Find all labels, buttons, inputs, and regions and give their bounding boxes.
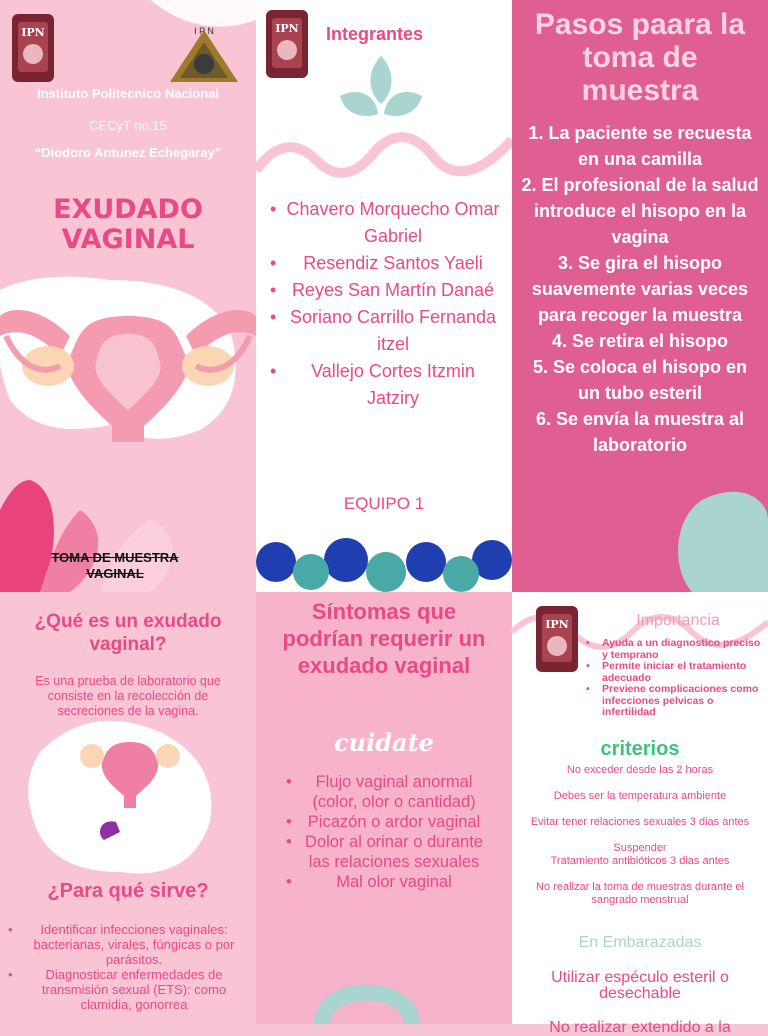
member-item: • Vallejo Cortes Itzmin Jatziry [270, 358, 500, 412]
criteria-item: Debes ser la temperatura ambiente [553, 790, 727, 802]
purpose-item: • Identificar infecciones vaginales: bacterianas, virales, fúngicas o por parásitos. [8, 922, 244, 967]
svg-text:IPN: IPN [545, 618, 569, 631]
importance-heading: Importancia [636, 612, 720, 629]
criteria-heading: criterios [600, 738, 680, 760]
flowers-decoration [256, 522, 512, 592]
step-item: 3. Se gira el hisopo suavemente varias veces para recoger la muestra [531, 253, 749, 325]
member-item: • Reyes San Martín Danaé [270, 277, 500, 304]
criteria-list [512, 764, 768, 907]
question-purpose: ¿Para qué sirve? [47, 880, 209, 902]
symptom-item: • Flujo vaginal anormal (color, olor o cantidad) [286, 772, 486, 812]
panel-cover [0, 0, 256, 592]
criteria-item: Evitar tener relaciones sexuales 3 dias antes [530, 816, 750, 828]
leaf-icon [336, 52, 426, 124]
member-item: • Soriano Carrillo Fernanda itzel [270, 304, 500, 358]
purpose-list [8, 922, 244, 1012]
step-item: 2. El profesional de la salud introduce el hisopo en la vagina [521, 175, 759, 247]
member-item: • Chavero Morquecho Omar Gabriel [270, 196, 500, 250]
members-heading: Integrantes [326, 24, 424, 44]
flower-uterus-illustration [70, 722, 190, 842]
importance-list [586, 638, 766, 719]
steps-list [520, 120, 760, 458]
symptom-item: • Mal olor vaginal [286, 872, 486, 892]
school-number: CECyT no.15 [89, 118, 167, 133]
ipn-logo [10, 12, 56, 84]
symptoms-list [286, 772, 486, 892]
step-item: 5. Se coloca el hisopo en un tubo esteril [532, 357, 748, 403]
ipn-logo-3 [534, 604, 580, 674]
pregnant-item: No realizar extendido a la [549, 1019, 731, 1036]
ring-decoration [312, 972, 422, 1024]
pregnant-list [522, 970, 758, 1036]
institution-name: Instituto Politecnico Nacional [36, 86, 220, 101]
criteria-item: No realizar la toma de muestras durante el sangrado menstrual [536, 881, 744, 906]
answer-what-is: Es una prueba de laboratorio que consiste en la recolección de secreciones de la vagina. [35, 674, 221, 718]
cover-caption: TOMA DE MUESTRA VAGINAL [51, 550, 179, 581]
team-label: EQUIPO 1 [343, 494, 425, 513]
cecyt-logo [168, 24, 240, 86]
importance-item: • Ayuda a un diagnostico preciso y temprano [586, 638, 766, 661]
symptoms-heading: Síntomas que podrían requerir un exudado vaginal [282, 599, 486, 678]
members-list [270, 196, 500, 412]
step-item: 1. La paciente se recuesta en una camilla [528, 123, 752, 169]
svg-text:I P N: I P N [194, 26, 214, 36]
wave-decoration [256, 120, 512, 190]
panel-steps [512, 0, 768, 592]
school-name: “Diodoro Antunez Echegaray” [34, 145, 222, 160]
steps-heading: Pasos paara la toma de muestra [534, 8, 746, 107]
criteria-item: No exceder desde las 2 horas [566, 764, 714, 776]
pregnant-item: Utilizar espéculo esteril o desechable [551, 969, 729, 1002]
panel-what-is [0, 592, 256, 1024]
pregnant-heading: En Embarazadas [578, 934, 702, 951]
member-item: • Resendiz Santos Yaeli [270, 250, 500, 277]
criteria-item: Suspender Tratamiento antibióticos 3 dias antes [550, 842, 730, 867]
symptom-item: • Dolor al orinar o durante las relaciones sexuales [286, 832, 486, 872]
symptom-item: • Picazón o ardor vaginal [286, 812, 486, 832]
purpose-item: • Diagnosticar enfermedades de transmisión sexual (ETS): como clamidia, gonorrea [8, 967, 244, 1012]
importance-item: • Previene complicaciones como infecciones pelvicas o infertilidad [586, 684, 766, 719]
uterus-illustration [0, 296, 256, 446]
panel-symptoms [256, 592, 512, 1024]
step-item: 4. Se retira el hisopo [551, 331, 729, 351]
symptoms-subheading: cuidate [334, 728, 434, 757]
step-item: 6. Se envía la muestra al laboratorio [535, 409, 745, 455]
panel-members [256, 0, 512, 592]
svg-text:IPN: IPN [21, 26, 45, 39]
ipn-logo-2 [264, 8, 310, 80]
panel-importance [512, 592, 768, 1036]
importance-item: • Permite iniciar el tratamiento adecuado [586, 661, 766, 684]
cover-title: EXUDADO VAGINAL [53, 194, 203, 255]
question-what-is: ¿Qué es un exudado vaginal? [34, 611, 222, 655]
svg-text:IPN: IPN [275, 22, 299, 35]
